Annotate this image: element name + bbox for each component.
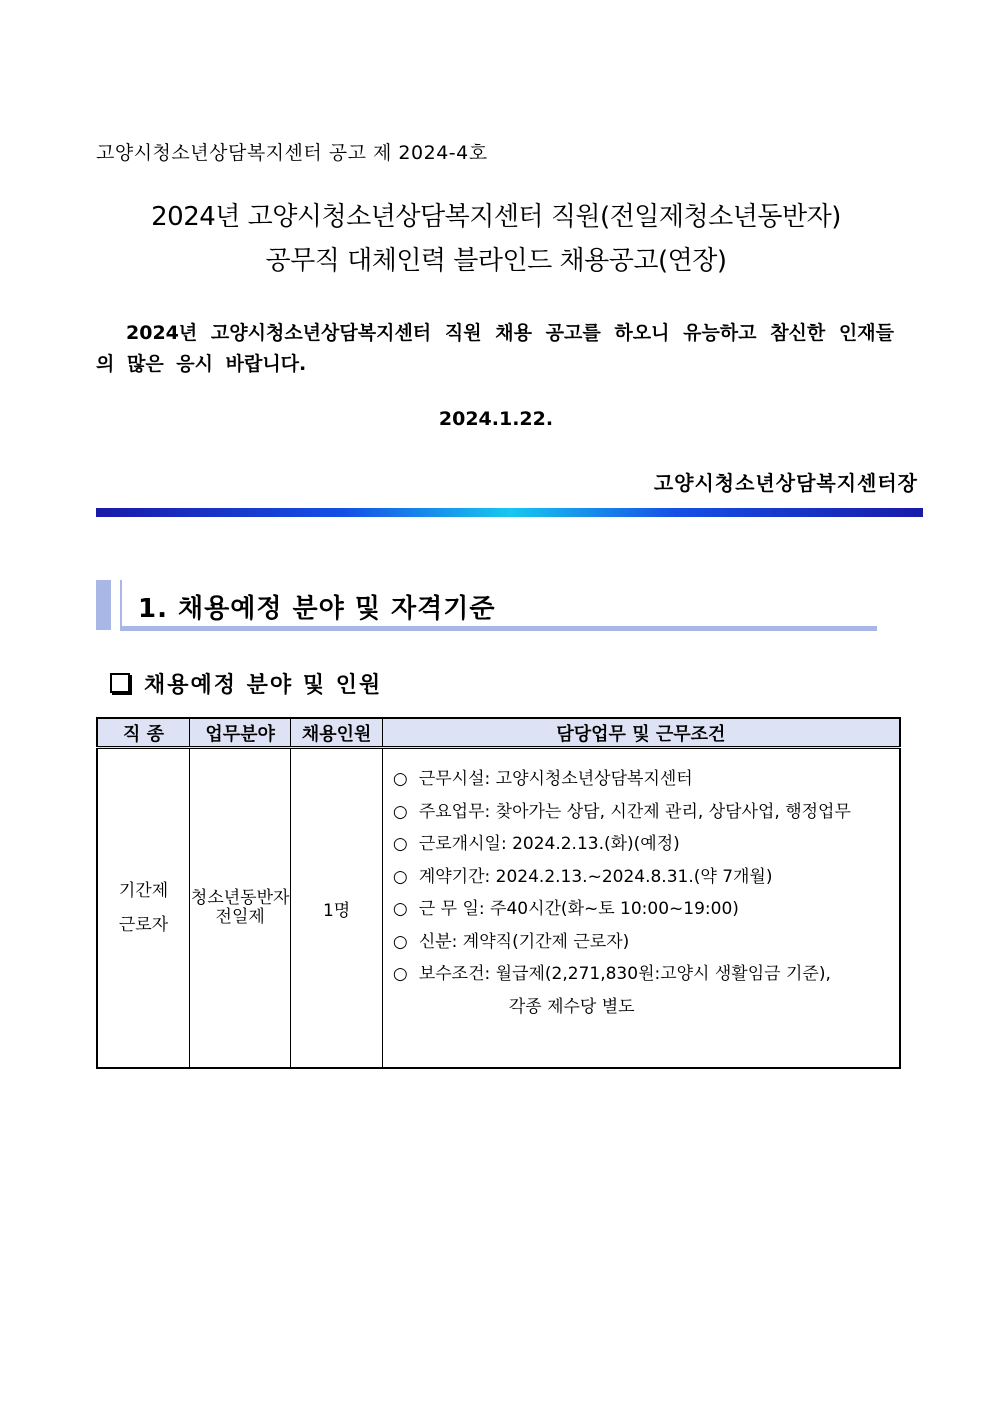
duty-item xyxy=(383,828,899,861)
subheading xyxy=(110,668,382,699)
intro-paragraph: 2024년 고양시청소년상담복지센터 직원 채용 공고를 하오니 유능하고 참신한 인재들의 많은 응시 바랍니다. xyxy=(96,322,894,375)
duty-continuation: 각종 제수당 별도 xyxy=(508,996,635,1017)
duty-item xyxy=(383,861,899,894)
field-line1: 청소년동반자 xyxy=(190,888,290,908)
headcount-cell: 1명 xyxy=(291,748,382,1069)
circle-bullet-icon: ○ xyxy=(392,834,408,854)
header-divider xyxy=(96,508,923,517)
circle-bullet-icon: ○ xyxy=(392,931,408,952)
section-accent-bar xyxy=(96,580,111,630)
duty-text: 근무시설: 고양시청소년상담복지센터 xyxy=(418,769,693,789)
job-type-line2: 근로자 xyxy=(118,915,169,935)
subheading-text: 채용예정 분야 및 인원 xyxy=(144,673,383,698)
duty-item xyxy=(383,893,899,926)
circle-bullet-icon: ○ xyxy=(392,769,408,789)
issuer-name: 고양시청소년상담복지센터장 xyxy=(653,471,918,495)
duty-text: 신분: 계약직(기간제 근로자) xyxy=(418,931,630,952)
notice-date: 2024.1.22. xyxy=(438,408,554,430)
circle-bullet-icon: ○ xyxy=(392,801,408,822)
document-title-line1: 2024년 고양시청소년상담복지센터 직원(전일제청소년동반자) xyxy=(151,202,841,232)
checkbox-bullet-icon xyxy=(110,673,130,693)
table-header-row xyxy=(97,718,900,748)
duty-item xyxy=(383,926,899,959)
field-line2: 전일제 xyxy=(215,907,265,927)
duty-text: 보수조건: 월급제(2,271,830원:고양시 생활임금 기준), xyxy=(418,964,831,984)
duty-item xyxy=(383,763,899,796)
duties-cell xyxy=(382,748,900,1069)
document-title-line2: 공무직 대체인력 블라인드 채용공고(연장) xyxy=(265,246,727,276)
circle-bullet-icon: ○ xyxy=(392,964,408,984)
header-duties: 담당업무 및 근무조건 xyxy=(382,718,900,748)
notice-number: 고양시청소년상담복지센터 공고 제 2024-4호 xyxy=(96,142,488,164)
duty-text: 주요업무: 찾아가는 상담, 시간제 관리, 상담사업, 행정업무 xyxy=(418,801,851,822)
header-headcount: 채용인원 xyxy=(291,718,382,748)
circle-bullet-icon: ○ xyxy=(392,899,408,919)
field-cell xyxy=(189,748,290,1069)
section-title: 1. 채용예정 분야 및 자격기준 xyxy=(138,594,496,624)
header-field: 업무분야 xyxy=(189,718,290,748)
job-type-line1: 기간제 xyxy=(118,881,169,901)
recruitment-table xyxy=(96,717,901,1069)
duty-item xyxy=(383,796,899,829)
header-job-type: 직 종 xyxy=(97,718,189,748)
duty-item xyxy=(383,958,899,991)
duty-text: 근로개시일: 2024.2.13.(화)(예정) xyxy=(418,834,680,854)
duty-text: 근 무 일: 주40시간(화~토 10:00~19:00) xyxy=(418,899,739,919)
circle-bullet-icon: ○ xyxy=(392,866,408,887)
duty-text: 계약기간: 2024.2.13.~2024.8.31.(약 7개월) xyxy=(418,866,773,887)
job-type-cell xyxy=(97,748,189,1069)
table-row xyxy=(97,748,900,1069)
